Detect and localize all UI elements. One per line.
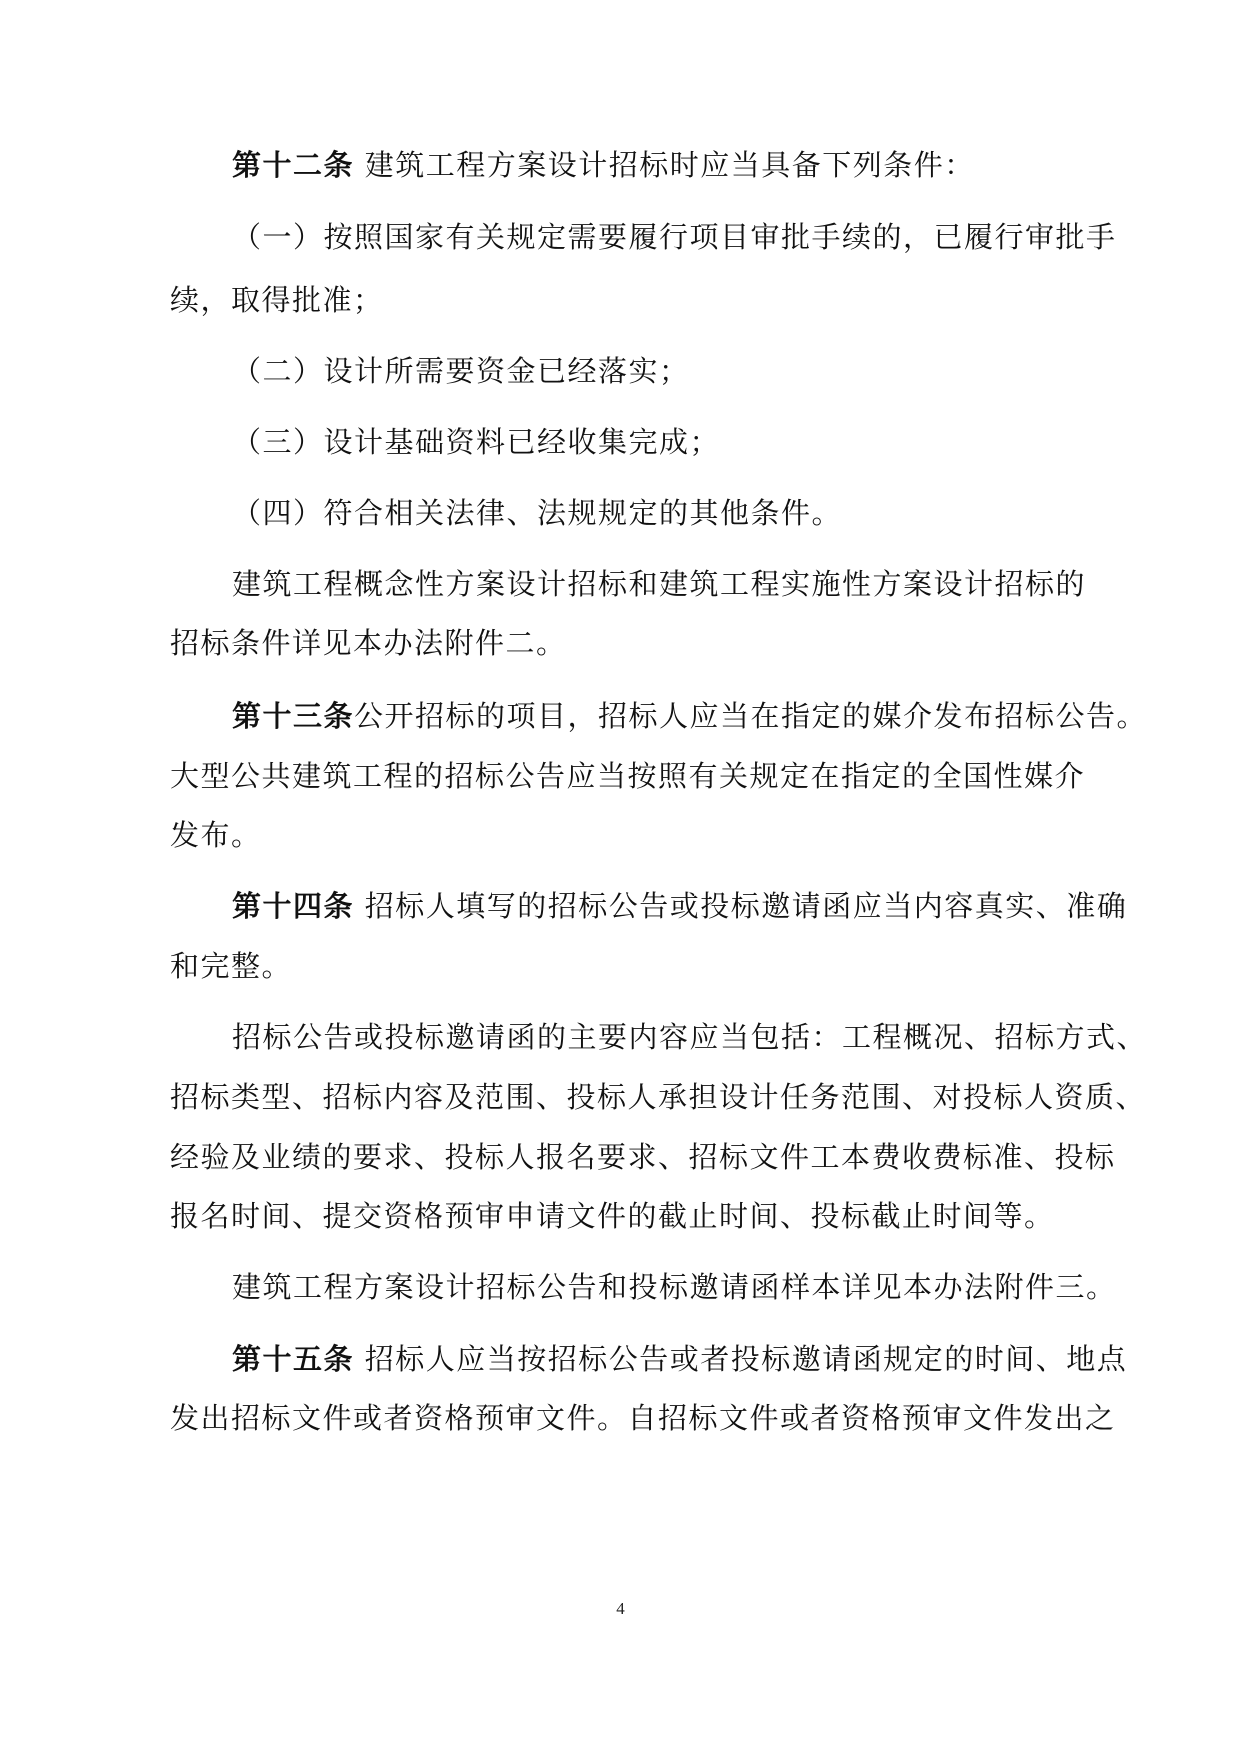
article-15-line-2: 发出招标文件或者资格预审文件。自招标文件或者资格预审文件发出之 [170,1401,1116,1435]
article-12-para-line-2: 招标条件详见本办法附件二。 [170,626,567,660]
article-12-item-4: （四）符合相关法律、法规规定的其他条件。 [232,496,843,530]
article-12-line-1 [0,147,1241,183]
article-15-text: 招标人应当按招标公告或者投标邀请函规定的时间、地点 [354,1342,1128,1376]
article-14-para-2: 建筑工程方案设计招标公告和投标邀请函样本详见本办法附件三。 [232,1270,1117,1304]
article-14-para-1-line-3: 经验及业绩的要求、投标人报名要求、招标文件工本费收费标准、投标 [170,1140,1116,1174]
article-13-line-2: 大型公共建筑工程的招标公告应当按照有关规定在指定的全国性媒介 [170,759,1086,793]
article-14-heading: 第十四条 [232,889,355,923]
article-15-heading: 第十五条 [232,1342,355,1376]
article-14-para-1-line-4: 报名时间、提交资格预审申请文件的截止时间、投标截止时间等。 [170,1199,1055,1233]
article-12-text: 建筑工程方案设计招标时应当具备下列条件： [354,148,975,182]
article-12-item-1-line-1: （一）按照国家有关规定需要履行项目审批手续的，已履行审批手 [232,220,1117,254]
article-12-item-1-line-2: 续，取得批准； [170,283,384,317]
article-13-line-3: 发布。 [170,818,262,852]
article-12-heading: 第十二条 [232,148,355,182]
article-13-heading: 第十三条 [232,699,355,733]
article-13-text: 公开招标的项目，招标人应当在指定的媒介发布招标公告。 [354,699,1148,733]
article-13-line-1 [0,698,1241,734]
article-14-line-1 [0,888,1241,924]
article-15-line-1 [0,1341,1241,1377]
article-14-para-1-line-2: 招标类型、招标内容及范围、投标人承担设计任务范围、对投标人资质、 [170,1080,1147,1114]
article-14-line-2: 和完整。 [170,949,293,983]
article-14-para-1-line-1: 招标公告或投标邀请函的主要内容应当包括：工程概况、招标方式、 [232,1020,1148,1054]
article-14-text: 招标人填写的招标公告或投标邀请函应当内容真实、准确 [354,889,1128,923]
page-number: 4 [616,1599,625,1618]
article-12-para-line-1: 建筑工程概念性方案设计招标和建筑工程实施性方案设计招标的 [232,567,1087,601]
article-12-item-3: （三）设计基础资料已经收集完成； [232,425,721,459]
article-12-item-2: （二）设计所需要资金已经落实； [232,354,690,388]
